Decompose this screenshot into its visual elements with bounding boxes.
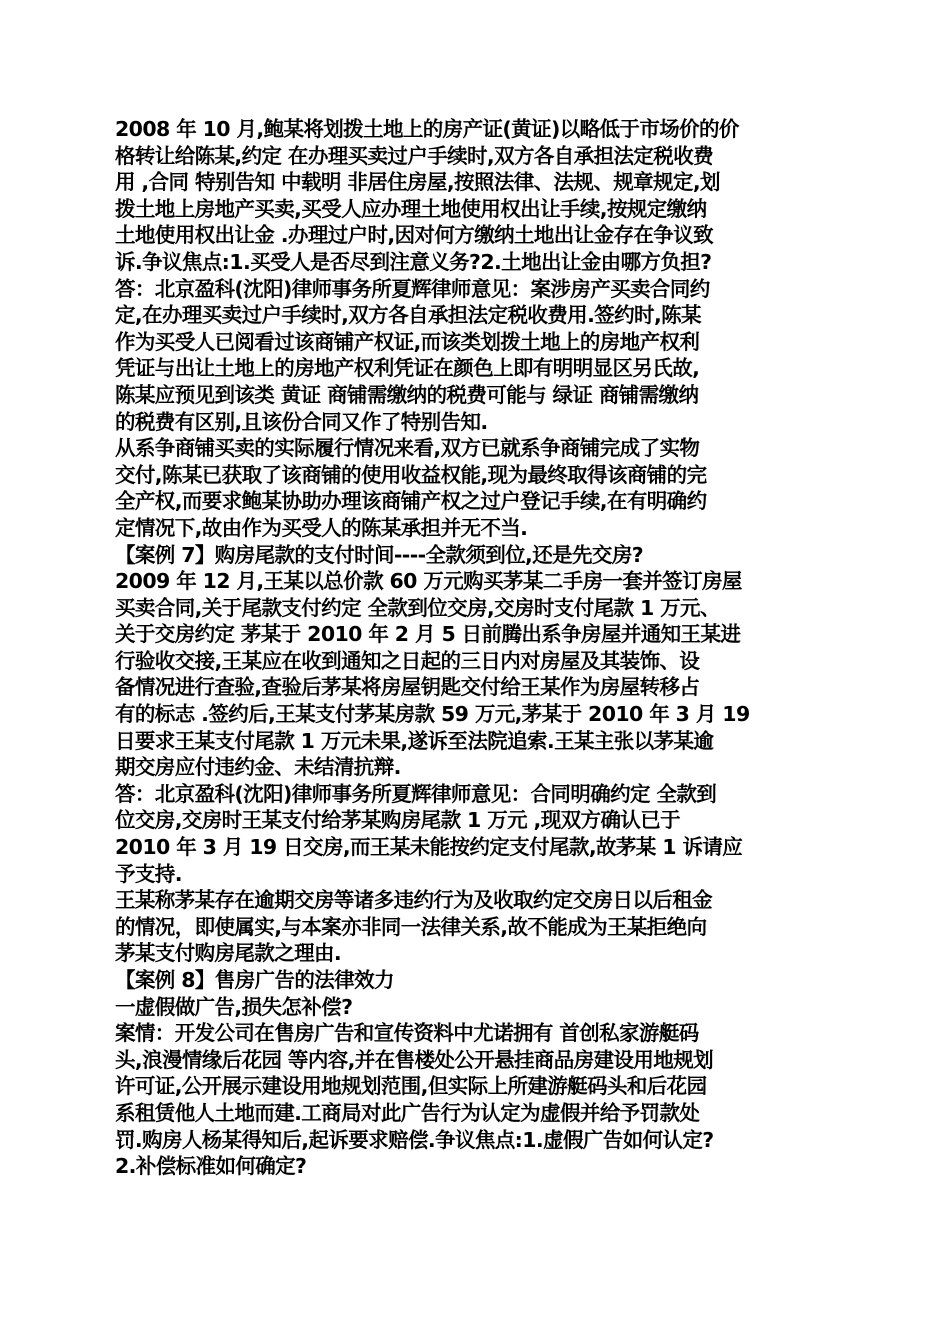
text-line: 案情：开发公司在售房广告和宣传资料中尤诺拥有 首创私家游艇码 <box>115 1021 699 1046</box>
text-line: 交付,陈某已获取了该商铺的使用收益权能,现为最终取得该商铺的完 <box>115 462 707 487</box>
text-line: 关于交房约定 茅某于 2010 年 2 月 5 日前腾出系争房屋并通知王某进 <box>115 622 741 647</box>
text-line: 头,浪漫情缘后花园 等内容,并在售楼处公开悬挂商品房建设用地规划 <box>115 1047 714 1072</box>
text-line: 备情况进行查验,查验后茅某将房屋钥匙交付给王某作为房屋转移占 <box>115 675 700 700</box>
document-body <box>115 116 835 1180</box>
case-subheading: 一虚假做广告,损失怎补偿? <box>115 994 353 1019</box>
text-line: 2010 年 3 月 19 日交房,而王某未能按约定支付尾款,故茅某 1 诉请应 <box>115 835 743 860</box>
text-line: 诉.争议焦点:1.买受人是否尽到注意义务?2.土地出让金由哪方负担? <box>115 249 712 274</box>
text-line: 许可证,公开展示建设用地规划范围,但实际上所建游艇码头和后花园 <box>115 1074 707 1099</box>
case-heading: 【案例 8】售房广告的法律效力 <box>115 968 394 992</box>
text-line: 茅某支付购房尾款之理由. <box>115 941 342 966</box>
text-line: 答：北京盈科(沈阳)律师事务所夏辉律师意见：案涉房产买卖合同约 <box>115 276 710 301</box>
text-line: 从系争商铺买卖的实际履行情况来看,双方已就系争商铺完成了实物 <box>115 436 700 461</box>
text-line: 位交房,交房时王某支付给茅某购房尾款 1 万元 ,现双方确认已于 <box>115 808 681 833</box>
text-line: 作为买受人已阅看过该商铺产权证,而该类划拨土地上的房地产权利 <box>115 329 700 354</box>
text-line: 日要求王某支付尾款 1 万元未果,遂诉至法院追索.王某主张以茅某逾 <box>115 728 714 753</box>
text-line: 土地使用权出让金 .办理过户时,因对何方缴纳土地出让金存在争议致 <box>115 223 714 248</box>
text-line: 王某称茅某存在逾期交房等诸多违约行为及收取约定交房日以后租金 <box>115 888 712 913</box>
text-line: 买卖合同,关于尾款支付约定 全款到位交房,交房时支付尾款 1 万元、 <box>115 595 720 620</box>
text-line: 2008 年 10 月,鲍某将划拨土地上的房产证(黄证)以略低于市场价的价 <box>115 117 739 141</box>
text-line: 的情况，即使属实,与本案亦非同一法律关系,故不能成为王某拒绝向 <box>115 914 707 939</box>
text-line: 行验收交接,王某应在收到通知之日起的三日内对房屋及其装饰、设 <box>115 648 700 673</box>
text-line: 用 ,合同 特别告知 中载明 非居住房屋,按照法律、法规、规章规定,划 <box>115 170 720 195</box>
text-line: 予支持. <box>115 861 182 886</box>
text-line: 拨土地上房地产买卖,买受人应办理土地使用权出让手续,按规定缴纳 <box>115 196 707 221</box>
text-line: 有的标志 .签约后,王某支付茅某房款 59 万元,茅某于 2010 年 3 月 19 <box>115 702 750 727</box>
text-line: 定情况下,故由作为买受人的陈某承担并无不当. <box>115 515 528 540</box>
text-line: 答：北京盈科(沈阳)律师事务所夏辉律师意见：合同明确约定 全款到 <box>115 781 717 806</box>
text-line: 全产权,而要求鲍某协助办理该商铺产权之过户登记手续,在有明确约 <box>115 489 707 514</box>
text-line: 陈某应预见到该类 黄证 商铺需缴纳的税费可能与 绿证 商铺需缴纳 <box>115 382 699 407</box>
case-heading: 【案例 7】购房尾款的支付时间----全款须到位,还是先交房? <box>115 542 644 567</box>
text-line: 期交房应付违约金、未结清抗辩. <box>115 755 401 780</box>
text-line: 格转让给陈某,约定 在办理买卖过户手续时,双方各自承担法定税收费 <box>115 143 714 168</box>
text-line: 的税费有区别,且该份合同又作了特别告知. <box>115 409 488 434</box>
text-line: 系租赁他人土地而建.工商局对此广告行为认定为虚假并给予罚款处 <box>115 1100 700 1125</box>
text-line: 2.补偿标准如何确定? <box>115 1154 307 1179</box>
text-line: 凭证与出让土地上的房地产权利凭证在颜色上即有明明显区另氏故, <box>115 356 700 381</box>
text-line: 2009 年 12 月,王某以总价款 60 万元购买茅某二手房一套并签订房屋 <box>115 569 742 594</box>
text-line: 定,在办理买卖过户手续时,双方各自承担法定税收费用.签约时,陈某 <box>115 303 701 328</box>
text-line: 罚.购房人杨某得知后,起诉要求赔偿.争议焦点:1.虚假广告如何认定? <box>115 1127 714 1152</box>
